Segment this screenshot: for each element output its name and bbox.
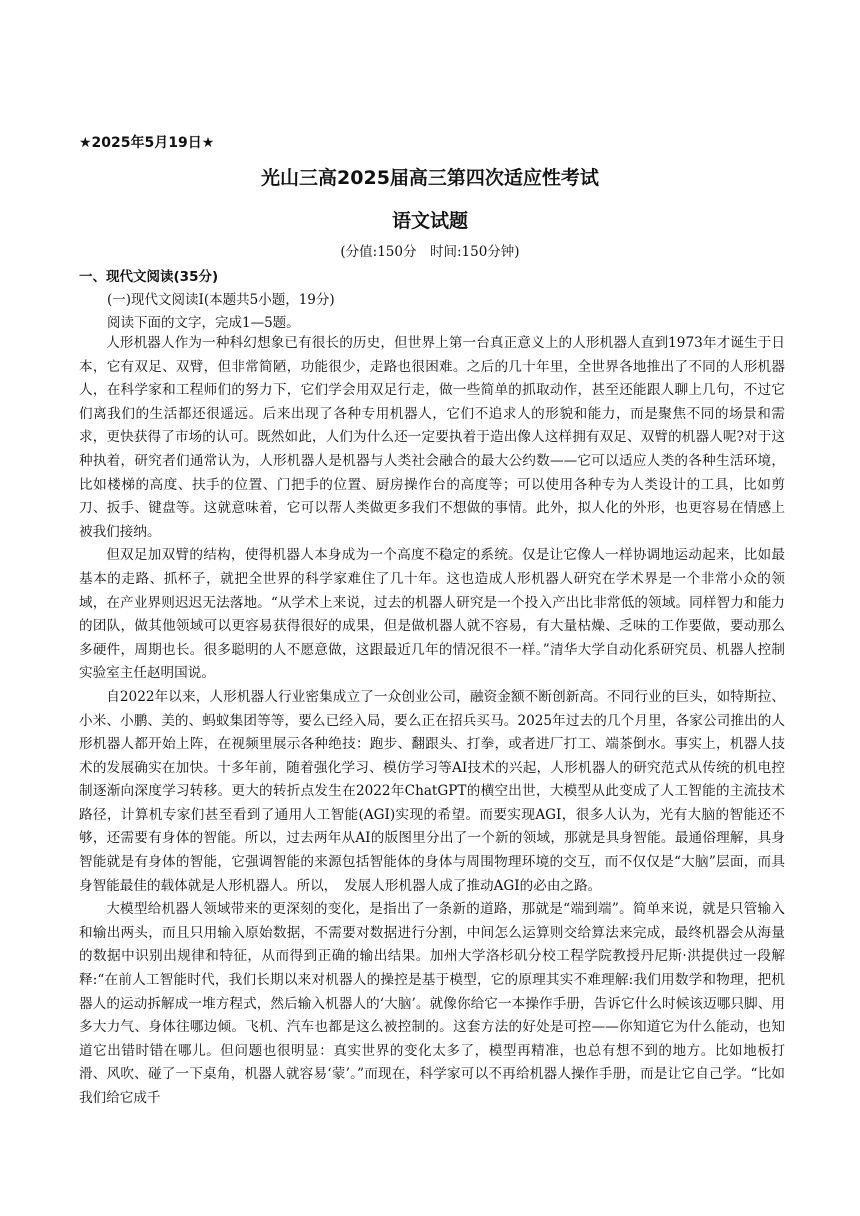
subsection-heading: (一)现代文阅读Ⅰ(本题共5小题，19分) [107, 292, 335, 308]
passage-paragraph: 人形机器人作为一种科幻想象已有很长的历史，但世界上第一台真正意义上的人形机器人直到1973年才诞生于日本，它有双足、双臂，但非常简陋，功能很少，走路也很困难。之后的几十年里，全世界各地推出了不同的人形机器人，在科学家和工程师们的努力下，它们学会用双足行走，做一些简单的抓取动作，甚至还能跟人聊上几句，不过它们离我们的生活都还很遥远。后来出现了各种专用机器人，它们不追求人的形貌和能力，而是聚焦不同的场景和需求，更快获得了市场的认可。既然如此，人们为什么还一定要执着于造出像人这样拥有双足、双臂的机器人呢?对于这种执着，研究者们通常认为，人形机器人是机器与人类社会融合的最大公约数——它可以适应人类的各种生活环境，比如楼梯的高度、扶手的位置、门把手的位置、厨房操作台的高度等；可以使用各种专为人类设计的工具，比如剪刀、扳手、键盘等。这就意味着，它可以帮人类做更多我们不想做的事情。此外，拟人化的外形，也更容易在情感上被我们接纳。 [79, 335, 785, 540]
exam-title: 光山三高2025届高三第四次适应性考试 [261, 167, 599, 189]
reading-passage [79, 332, 785, 1111]
passage-paragraph: 但双足加双臂的结构，使得机器人本身成为一个高度不稳定的系统。仅是让它像人一样协调地运动起来，比如最基本的走路、抓杯子，就把全世界的科学家难住了几十年。这也造成人形机器人研究在学术界是一个非常小众的领域，在产业界则迟迟无法落地。“从学术上来说，过去的机器人研究是一个投入产出比非常低的领域。同样智力和能力的团队，做其他领域可以更容易获得很好的成果，但是做机器人就不容易，有大量枯燥、乏味的工作要做，要动那么多硬件，周期也长。很多聪明的人不愿意做，这跟最近几年的情况很不一样。”清华大学自动化系研究员、机器人控制实验室主任赵明国说。 [79, 547, 785, 682]
exam-date: ★2025年5月19日★ [79, 135, 215, 151]
passage-paragraph: 自2022年以来，人形机器人行业密集成立了一众创业公司，融资金额不断创新高。不同行业的巨头，如特斯拉、小米、小鹏、美的、蚂蚁集团等等，要么已经入局，要么正在招兵买马。2025年过去的几个月里，各家公司推出的人形机器人都开始上阵，在视频里展示各种绝技：跑步、翻跟头、打拳，或者进厂打工、端茶倒水。事实上，机器人技术的发展确实在加快。十多年前，随着强化学习、模仿学习等AI技术的兴起，人形机器人的研究范式从传统的机电控制逐渐向深度学习转移。更大的转折点发生在2022年ChatGPT的横空出世，大模型从此变成了人工智能的主流技术路径，计算机专家们甚至看到了通用人工智能(AGI)实现的希望。而要实现AGI，很多人认为，光有大脑的智能还不够，还需要有身体的智能。所以，过去两年从AI的版图里分出了一个新的领域，那就是具身智能。最通俗理解，具身智能就是有身体的智能，它强调智能的来源包括智能体的身体与周围物理环境的交互，而不仅仅是“大脑”层面，而具身智能最佳的载体就是人形机器人。所以， 发展人形机器人成了推动AGI的必由之路。 [79, 688, 785, 894]
exam-subject: 语文试题 [391, 210, 468, 232]
exam-meta: (分值:150分 时间:150分钟) [340, 244, 520, 260]
passage-paragraph: 大模型给机器人领域带来的更深刻的变化，是指出了一条新的道路，那就是“端到端”。简单来说，就是只管输入和输出两头，而且只用输入原始数据，不需要对数据进行分割，中间怎么运算则交给算法来完成，最终机器会从海量的数据中识别出规律和特征，从而得到正确的输出结果。加州大学洛杉矶分校工程学院教授丹尼斯·洪提供过一段解释:“在前人工智能时代，我们长期以来对机器人的操控是基于模型，它的原理其实不难理解:我们用数学和物理，把机器人的运动拆解成一堆方程式，然后输入机器人的‘大脑’。就像你给它一本操作手册，告诉它什么时候该迈哪只脚、用多大力气、身体往哪边倾。飞机、汽车也都是这么被控制的。这套方法的好处是可控——你知道它为什么能动，也知道它出错时错在哪儿。但问题也很明显：真实世界的变化太多了，模型再精准，也总有想不到的地方。比如地板打滑、风吹、碰了一下桌角，机器人就容易‘蒙’。”而现在，科学家可以不再给机器人操作手册，而是让它自己学。“比如我们给它成千 [79, 901, 785, 1106]
section-heading: 一、现代文阅读(35分) [79, 269, 219, 285]
reading-instruction: 阅读下面的文字，完成1—5题。 [107, 315, 300, 331]
